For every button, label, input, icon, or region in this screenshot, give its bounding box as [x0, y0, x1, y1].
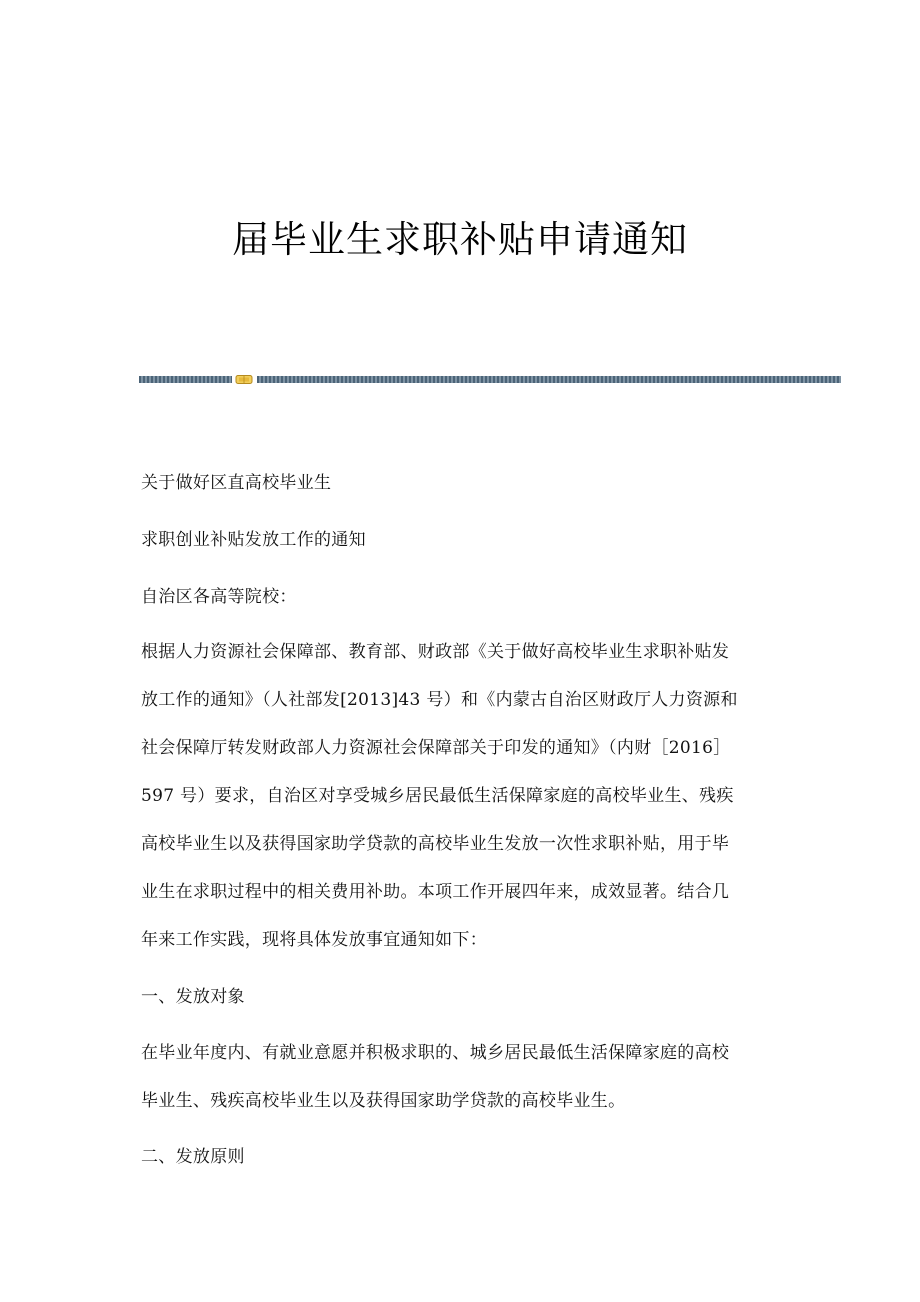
section-1-paragraph [141, 1041, 781, 1137]
notice-heading-line-1: 关于做好区直高校毕业生 [141, 473, 332, 493]
body-line: 放工作的通知》（人社部发[2013]43 号）和《内蒙古自治区财政厅人力资源和 [141, 690, 738, 710]
document-title: 届毕业生求职补贴申请通知 [232, 218, 688, 261]
section-2-title: 二、发放原则 [141, 1147, 245, 1167]
divider-left-segment [139, 376, 232, 383]
section-1-line: 毕业生、残疾高校毕业生以及获得国家助学贷款的高校毕业生。 [141, 1091, 626, 1111]
body-line: 根据人力资源社会保障部、教育部、财政部《关于做好高校毕业生求职补贴发 [141, 642, 730, 662]
body-line: 业生在求职过程中的相关费用补助。本项工作开展四年来，成效显著。结合几 [141, 882, 730, 902]
divider-ornament-icon [235, 374, 253, 385]
divider-right-segment [257, 376, 841, 383]
notice-heading-line-2: 求职创业补贴发放工作的通知 [141, 530, 366, 550]
salutation: 自治区各高等院校： [141, 587, 297, 607]
decorative-divider [139, 375, 841, 384]
body-line: 社会保障厅转发财政部人力资源社会保障部关于印发的通知》（内财［2016］ [141, 738, 731, 758]
body-line: 高校毕业生以及获得国家助学贷款的高校毕业生发放一次性求职补贴，用于毕 [141, 834, 730, 854]
section-1-line: 在毕业年度内、有就业意愿并积极求职的、城乡居民最低生活保障家庭的高校 [141, 1043, 730, 1063]
body-line: 年来工作实践，现将具体发放事宜通知如下： [141, 930, 487, 950]
section-1-title: 一、发放对象 [141, 987, 245, 1007]
body-paragraph [141, 640, 781, 976]
body-line: 597 号）要求，自治区对享受城乡居民最低生活保障家庭的高校毕业生、残疾 [141, 786, 734, 806]
